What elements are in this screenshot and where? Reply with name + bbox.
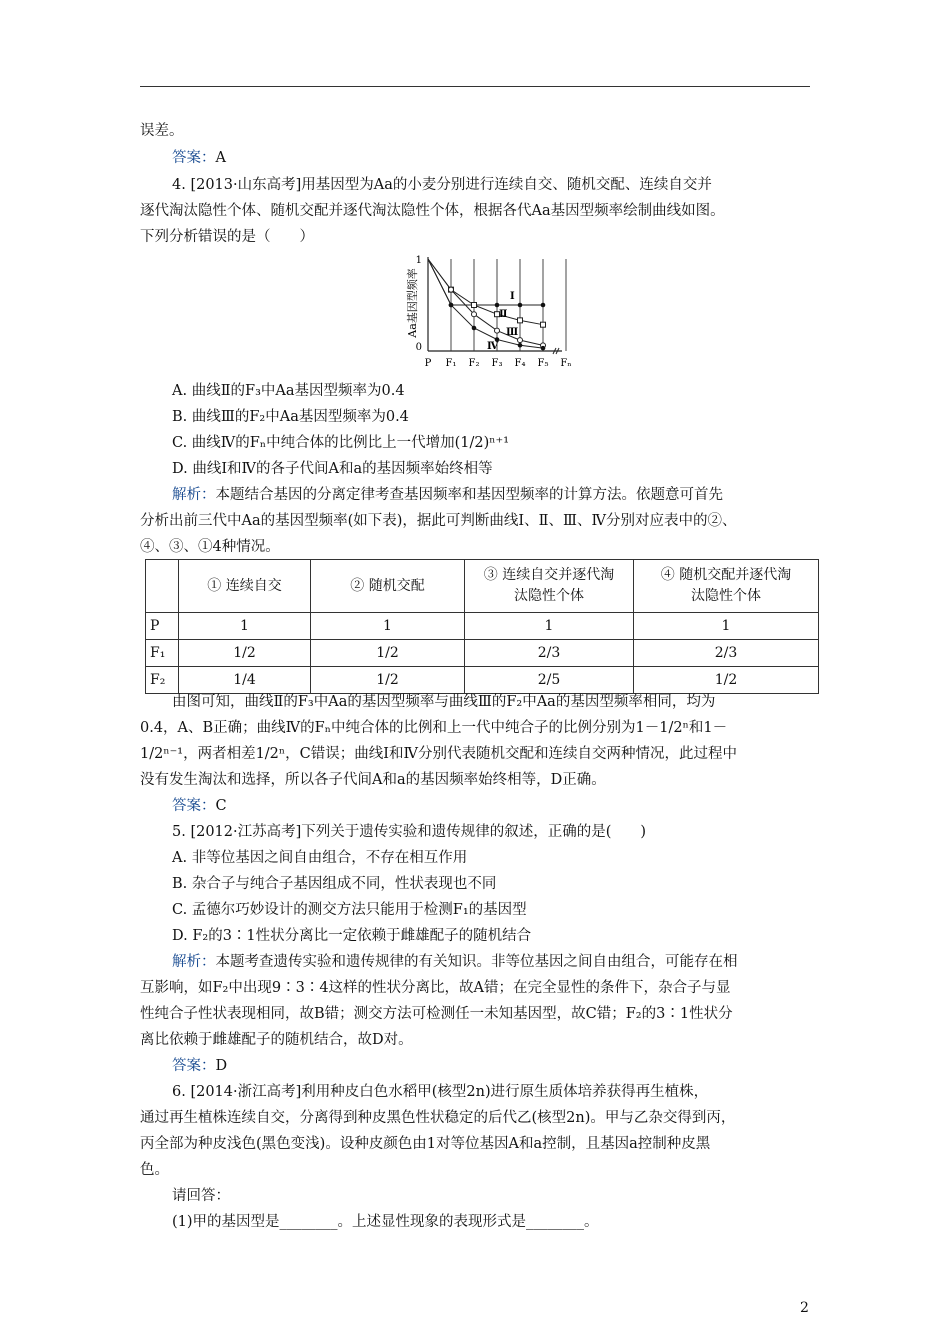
genotype-frequency-table [145,559,819,694]
series-label: Ⅱ [499,309,508,320]
analysis-text: 本题结合基因的分离定律考查基因频率和基因型频率的计算方法。依题意可首先 [215,487,723,503]
analysis-line: 互影响，如F₂中出现9∶3∶4这样的性状分离比，故A错；在完全显性的条件下，杂合子与显 [140,980,731,996]
header-rule [140,86,810,87]
data-point [495,303,500,308]
data-point [518,303,523,308]
analysis-line: 分析出前三代中Aa的基因型频率(如下表)，据此可判断曲线Ⅰ、Ⅱ、Ⅲ、Ⅳ分别对应表中的②、 [140,513,737,529]
analysis-line: ④、③、①4种情况。 [140,539,280,555]
table-header-cell [146,560,179,613]
question-4-line: 4. [2013·山东高考]用基因型为Aa的小麦分别进行连续自交、随机交配、连续自交并 [172,177,712,193]
aa-frequency-chart [402,253,572,375]
series-line [428,259,543,345]
answer-value: A [215,150,226,166]
table-header-cell: ① 连续自交 [179,560,311,613]
table-cell: F₁ [146,640,179,667]
analysis-line: 没有发生淘汰和选择，所以各子代间A和a的基因频率始终相等，D正确。 [140,772,606,788]
option-d: D. F₂的3∶1性状分离比一定依赖于雌雄配子的随机结合 [172,928,532,944]
x-tick-label: F₂ [468,358,480,369]
y-axis-label: Aa基因型频率 [406,268,419,338]
table-cell: 1/2 [179,640,311,667]
question-6-line: 丙全部为种皮浅色(黑色变浅)。设种皮颜色由1对等位基因A和a控制，且基因a控制种皮黑 [140,1136,711,1152]
answer-label: 答案： [172,1058,216,1074]
option-b: B. 曲线Ⅲ的F₂中Aa基因型频率为0.4 [172,409,409,425]
table-cell: 1/2 [634,667,819,694]
option-c: C. 曲线Ⅳ的Fₙ中纯合体的比例比上一代增加(1/2)ⁿ⁺¹ [172,435,510,451]
data-point [472,326,477,331]
analysis-line: 1/2ⁿ⁻¹，两者相差1/2ⁿ，C错误；曲线Ⅰ和Ⅳ分别代表随机交配和连续自交两种情况，此过程中 [140,746,737,762]
question-5-line: 5. [2012·江苏高考]下列关于遗传实验和遗传规律的叙述，正确的是( ) [172,824,647,840]
table-row [146,667,819,694]
series-label: Ⅲ [506,327,519,338]
table-cell: 2/5 [465,667,634,694]
answer-value: D [215,1058,228,1074]
question-6-line: 通过再生植株连续自交，分离得到种皮黑色性状稳定的后代乙(核型2n)。甲与乙杂交得到丙， [140,1110,736,1126]
data-point [541,303,546,308]
table-cell: P [146,613,179,640]
table-header-cell: ② 随机交配 [311,560,465,613]
data-point [472,312,477,317]
table-cell: 1/4 [179,667,311,694]
answer-label: 答案： [172,150,216,166]
question-6-line: 请回答： [172,1188,230,1204]
series-label: Ⅳ [487,341,499,352]
table-header-row [146,560,819,613]
data-point [449,287,454,292]
series-line [428,259,543,325]
analysis-line: 离比依赖于雌雄配子的随机结合，故D对。 [140,1032,413,1048]
y-tick-label: 1 [415,255,422,266]
table-header-cell [465,560,634,613]
analysis-label: 解析： [172,954,216,970]
analysis-line: 由图可知，曲线Ⅱ的F₃中Aa的基因型频率与曲线Ⅲ的F₂中Aa的基因型频率相同，均为 [172,694,716,710]
option-a: A. 非等位基因之间自由组合，不存在相互作用 [172,850,468,866]
x-tick-label: F₃ [491,358,503,369]
analysis-label: 解析： [172,487,216,503]
question-4-line: 下列分析错误的是（ ） [140,229,314,245]
data-point [518,343,523,348]
question-6-line: 色。 [140,1162,169,1178]
table-row [146,613,819,640]
data-point [495,328,500,333]
y-tick-label: 0 [415,342,422,353]
data-point [541,346,546,351]
option-d: D. 曲线Ⅰ和Ⅳ的各子代间A和a的基因频率始终相等 [172,461,493,477]
answer-line [172,1056,227,1076]
table-cell: 2/3 [634,640,819,667]
option-a: A. 曲线Ⅱ的F₃中Aa基因型频率为0.4 [172,383,405,399]
x-tick-label: F₁ [445,358,457,369]
analysis-line: 0.4，A、B正确；曲线Ⅳ的Fₙ中纯合体的比例和上一代中纯合子的比例分别为1－1/2ⁿ和1－ [140,720,728,736]
data-point [541,322,546,327]
table-cell: 1 [634,613,819,640]
table-header-text: ④ 随机交配并逐代淘汰隐性个体 [660,567,792,604]
analysis-text: 本题考查遗传实验和遗传规律的有关知识。非等位基因之间自由组合，可能存在相 [215,954,738,970]
analysis-line: 性纯合子性状表现相同，故B错；测交方法可检测任一未知基因型，故C错；F₂的3∶1性状分 [140,1006,733,1022]
table-cell: 1 [311,613,465,640]
question-6-line: 6. [2014·浙江高考]利用种皮白色水稻甲(核型2n)进行原生质体培养获得再生植株， [172,1084,709,1100]
analysis-line [172,485,723,505]
option-c: C. 孟德尔巧妙设计的测交方法只能用于检测F₁的基因型 [172,902,527,918]
answer-value: C [215,798,227,814]
text-line: 误差。 [140,123,184,139]
data-point [518,318,523,323]
answer-line [172,796,227,816]
question-4-line: 逐代淘汰隐性个体、随机交配并逐代淘汰隐性个体，根据各代Aa基因型频率绘制曲线如图。 [140,203,725,219]
table-cell: 1/2 [311,667,465,694]
table-cell: 2/3 [465,640,634,667]
answer-label: 答案： [172,798,216,814]
analysis-line [172,952,738,972]
option-b: B. 杂合子与纯合子基因组成不同，性状表现也不同 [172,876,497,892]
series-line [428,259,543,348]
series-label: Ⅰ [510,291,515,302]
table-cell: 1/2 [311,640,465,667]
page-number: 2 [800,1300,809,1316]
table-cell: 1 [179,613,311,640]
table-header-cell [634,560,819,613]
table-cell: F₂ [146,667,179,694]
table-row [146,640,819,667]
x-tick-label: F₄ [514,358,526,369]
question-6-blank-line: (1)甲的基因型是________。上述显性现象的表现形式是________。 [172,1214,599,1230]
table-cell: 1 [465,613,634,640]
data-point [449,303,454,308]
data-point [472,303,477,308]
table-header-text: ③ 连续自交并逐代淘汰隐性个体 [483,567,615,604]
x-tick-label: Fₙ [560,358,572,369]
data-point [518,338,523,343]
x-tick-label: P [424,358,432,369]
chart-svg [402,253,572,375]
answer-line [172,148,226,168]
x-tick-label: F₅ [537,358,549,369]
